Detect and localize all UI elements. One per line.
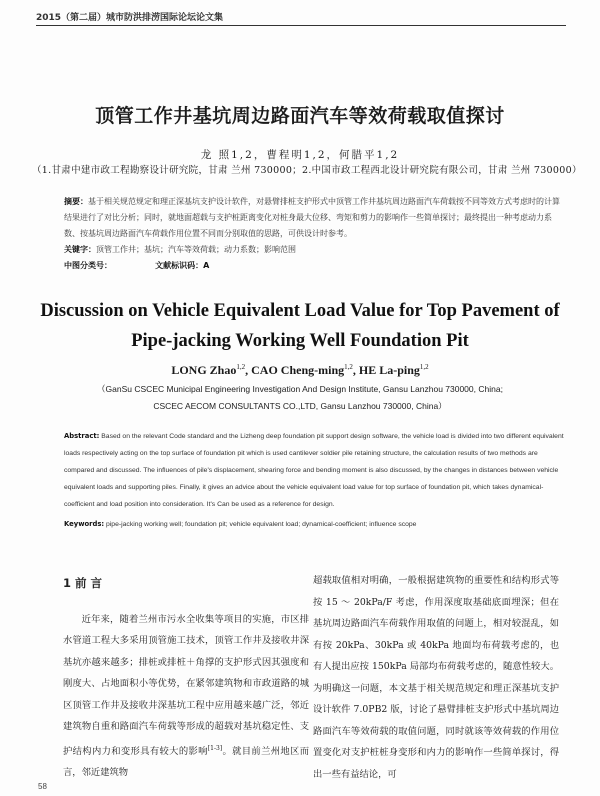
english-author-1: LONG Zhao xyxy=(171,363,237,377)
english-abstract-label: Abstract: xyxy=(64,432,100,440)
english-abstract xyxy=(64,428,564,513)
doc-code-label: 文献标识码： xyxy=(155,261,204,270)
english-keywords-label: Keywords: xyxy=(64,520,105,528)
intro-text-left: 近年来，随着兰州市污水全收集等项目的实施，市区排水管道工程大多采用顶管施工技术，顶管工作井及接收井深基坑亦越来越多；排桩或排桩＋角撑的支护形式因其强度和刚度大、占地面积小等优势，在紧邻建筑物和市政道路的城区顶管工作井及接收井深基坑工程中应用越来越广泛，邻近建筑物自重和路面汽车荷载等形成的超载对基坑稳定性、支护结构内力和变形具有较大的影响 xyxy=(63,613,309,757)
clc-label: 中图分类号： xyxy=(64,261,112,270)
english-affiliation-line1: （GanSu CSCEC Municipal Engineering Investigation And Design Institute, Gansu Lanzhou 730000, China; xyxy=(97,384,503,394)
chinese-title: 顶管工作井基坑周边路面汽车等效荷载取值探讨 xyxy=(95,105,505,127)
section-1-heading: 1 前 言 xyxy=(63,576,103,590)
chinese-classification xyxy=(64,258,564,274)
english-author-2-sup: 1,2 xyxy=(344,363,353,371)
chinese-abstract-text: 基于相关规范规定和理正深基坑支护设计软件，对悬臂排桩支护形式中顶管工作井基坑周边路面汽车荷载按不同等效方式考虑时的计算结果进行了对比分析；同时，就地面超载与支护桩距离变化对桩身最大位移、弯矩和剪力的影响作一些简单探讨；最终提出一种考虑动力系数、按基坑周边路面汽车荷载作用位置不同而分别取值的思路，可供设计时参考。 xyxy=(64,197,560,238)
chinese-keywords-label: 关键字： xyxy=(64,245,96,254)
english-title xyxy=(0,296,600,356)
intro-text-left-tail: 。就目前兰州地区而言，邻近建筑物 xyxy=(63,745,309,779)
citation-1-3: [1-3] xyxy=(207,744,223,752)
intro-paragraph-left xyxy=(63,609,309,784)
english-keywords xyxy=(64,516,564,533)
page-number: 58 xyxy=(38,782,47,791)
chinese-keywords xyxy=(64,242,564,258)
chinese-abstract-label: 摘要： xyxy=(64,197,88,206)
author-separator-1: , xyxy=(245,363,252,377)
doc-code-value: A xyxy=(203,261,210,270)
chinese-affiliation: （1.甘肃中建市政工程勘察设计研究院，甘肃 兰州 730000；2.中国市政工程西北设计研究院有限公司，甘肃 兰州 730000） xyxy=(32,165,582,176)
chinese-authors: 龙 照1,2，曹程明1,2，何腊平1,2 xyxy=(200,149,400,161)
chinese-abstract xyxy=(64,194,564,242)
running-header xyxy=(36,10,556,23)
english-abstract-text: Based on the relevant Code standard and the Lizheng deep foundation pit support design software, the vehicle load is divided into two different equivalent loads respectively acting on the top surface of foundation pit which is used cantilever soldier pile retaining structure, the calculation results of two methods are compared and discussed. The influences of pile's displacement, shearing force and bending moment is also discussed, by the changes in distances between vehicle equivalent loads and supporting piles. Finally, it gives an advice about the vehicle equivalent load value for top surface of foundation pit, which takes dynamical-coefficient and load position into consideration. It's Can be used as a reference for design. xyxy=(64,433,564,508)
english-abstract-block xyxy=(64,428,564,533)
english-author-1-sup: 1,2 xyxy=(236,363,246,371)
header-rule xyxy=(36,25,566,26)
body-column-left xyxy=(63,570,309,784)
body-column-right xyxy=(313,570,559,785)
english-author-2: CAO Cheng-ming xyxy=(251,363,345,377)
english-keywords-text: pipe-jacking working well; foundation pit; vehicle equivalent load; dynamical-coefficient; influence scope xyxy=(106,521,417,528)
intro-paragraph-right: 超载取值相对明确，一般根据建筑物的重要性和结构形式等按 15 ～ 20kPa/F 考虑，作用深度取基础底面埋深；但在基坑周边路面汽车荷载作用取值的问题上，相对较混乱，如有按 20kPa、30kPa 或 40kPa 地面均布荷载考虑的，也有人提出应按 150kPa 局部均布荷载考虑的，随意性较大。为明确这一问题，本文基于相关规范规定和理正深基坑支护设计软件 7.0PB2 版，讨论了悬臂排桩支护形式中基坑周边路面汽车等效荷载的取值问题，同时就该等效荷载的作用位置变化对支护桩桩身变形和内力的影响作一些简单探讨，得出一些有益结论，可 xyxy=(313,575,559,780)
chinese-abstract-block xyxy=(64,194,564,274)
english-title-line2: Pipe-jacking Working Well Foundation Pit xyxy=(131,331,469,351)
running-header-title: 2015（第二届）城市防洪排涝国际论坛论文集 xyxy=(36,13,224,23)
chinese-keywords-text: 顶管工作井；基坑；汽车等效荷载；动力系数；影响范围 xyxy=(96,245,296,254)
english-affiliation-line2: CSCEC AECOM CONSULTANTS CO.,LTD, Gansu Lanzhou 730000, China） xyxy=(153,401,447,411)
english-author-3: HE La-ping xyxy=(358,363,420,377)
author-separator-2: , xyxy=(352,363,359,377)
english-author-3-sup: 1,2 xyxy=(419,363,429,371)
english-affiliation xyxy=(40,381,560,415)
english-title-line1: Discussion on Vehicle Equivalent Load Value for Top Pavement of xyxy=(40,301,560,321)
english-authors xyxy=(0,363,600,378)
